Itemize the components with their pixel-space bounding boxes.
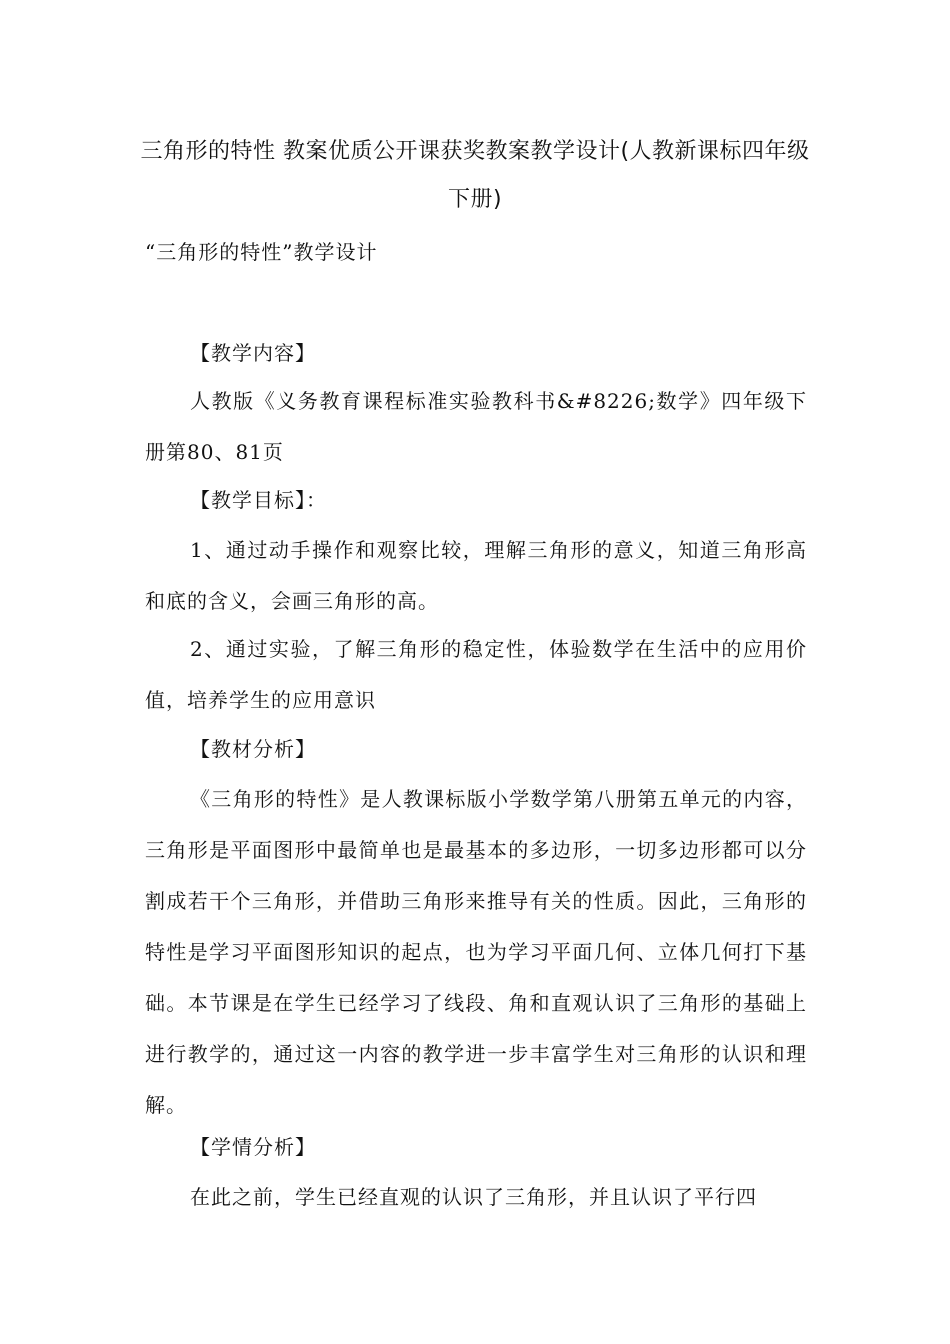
goal-item-1: 1、通过动手操作和观察比较，理解三角形的意义，知道三角形高和底的含义，会画三角形的高。 [145,538,807,613]
section-heading-material-analysis: 【教材分析】 [190,737,316,761]
paragraph-teaching-content: 人教版《义务教育课程标准实验教科书&#8226;数学》四年级下册第80、81页 [145,389,807,464]
section-heading-teaching-content: 【教学内容】 [190,341,316,365]
goal-item-2: 2、通过实验，了解三角形的稳定性，体验数学在生活中的应用价值，培养学生的应用意识 [145,637,807,712]
document-title: 三角形的特性 教案优质公开课获奖教案教学设计(人教新课标四年级下册) [140,139,810,212]
paragraph-student-analysis: 在此之前，学生已经直观的认识了三角形，并且认识了平行四 [190,1185,757,1209]
section-heading-student-analysis: 【学情分析】 [190,1135,316,1159]
section-heading-teaching-goals: 【教学目标】： [190,488,327,512]
document-subtitle: “三角形的特性”教学设计 [145,240,378,264]
paragraph-material-analysis: 《三角形的特性》是人教课标版小学数学第八册第五单元的内容，三角形是平面图形中最简单也是最基本的多边形，一切多边形都可以分割成若干个三角形，并借助三角形来推导有关的性质。因此，三角形的特性是学习平面图形知识的起点，也为学习平面几何、立体几何打下基础。本节课是在学生已经学习了线段、角和直观认识了三角形的基础上进行教学的，通过这一内容的教学进一步丰富学生对三角形的认识和理解。 [145,787,807,1117]
